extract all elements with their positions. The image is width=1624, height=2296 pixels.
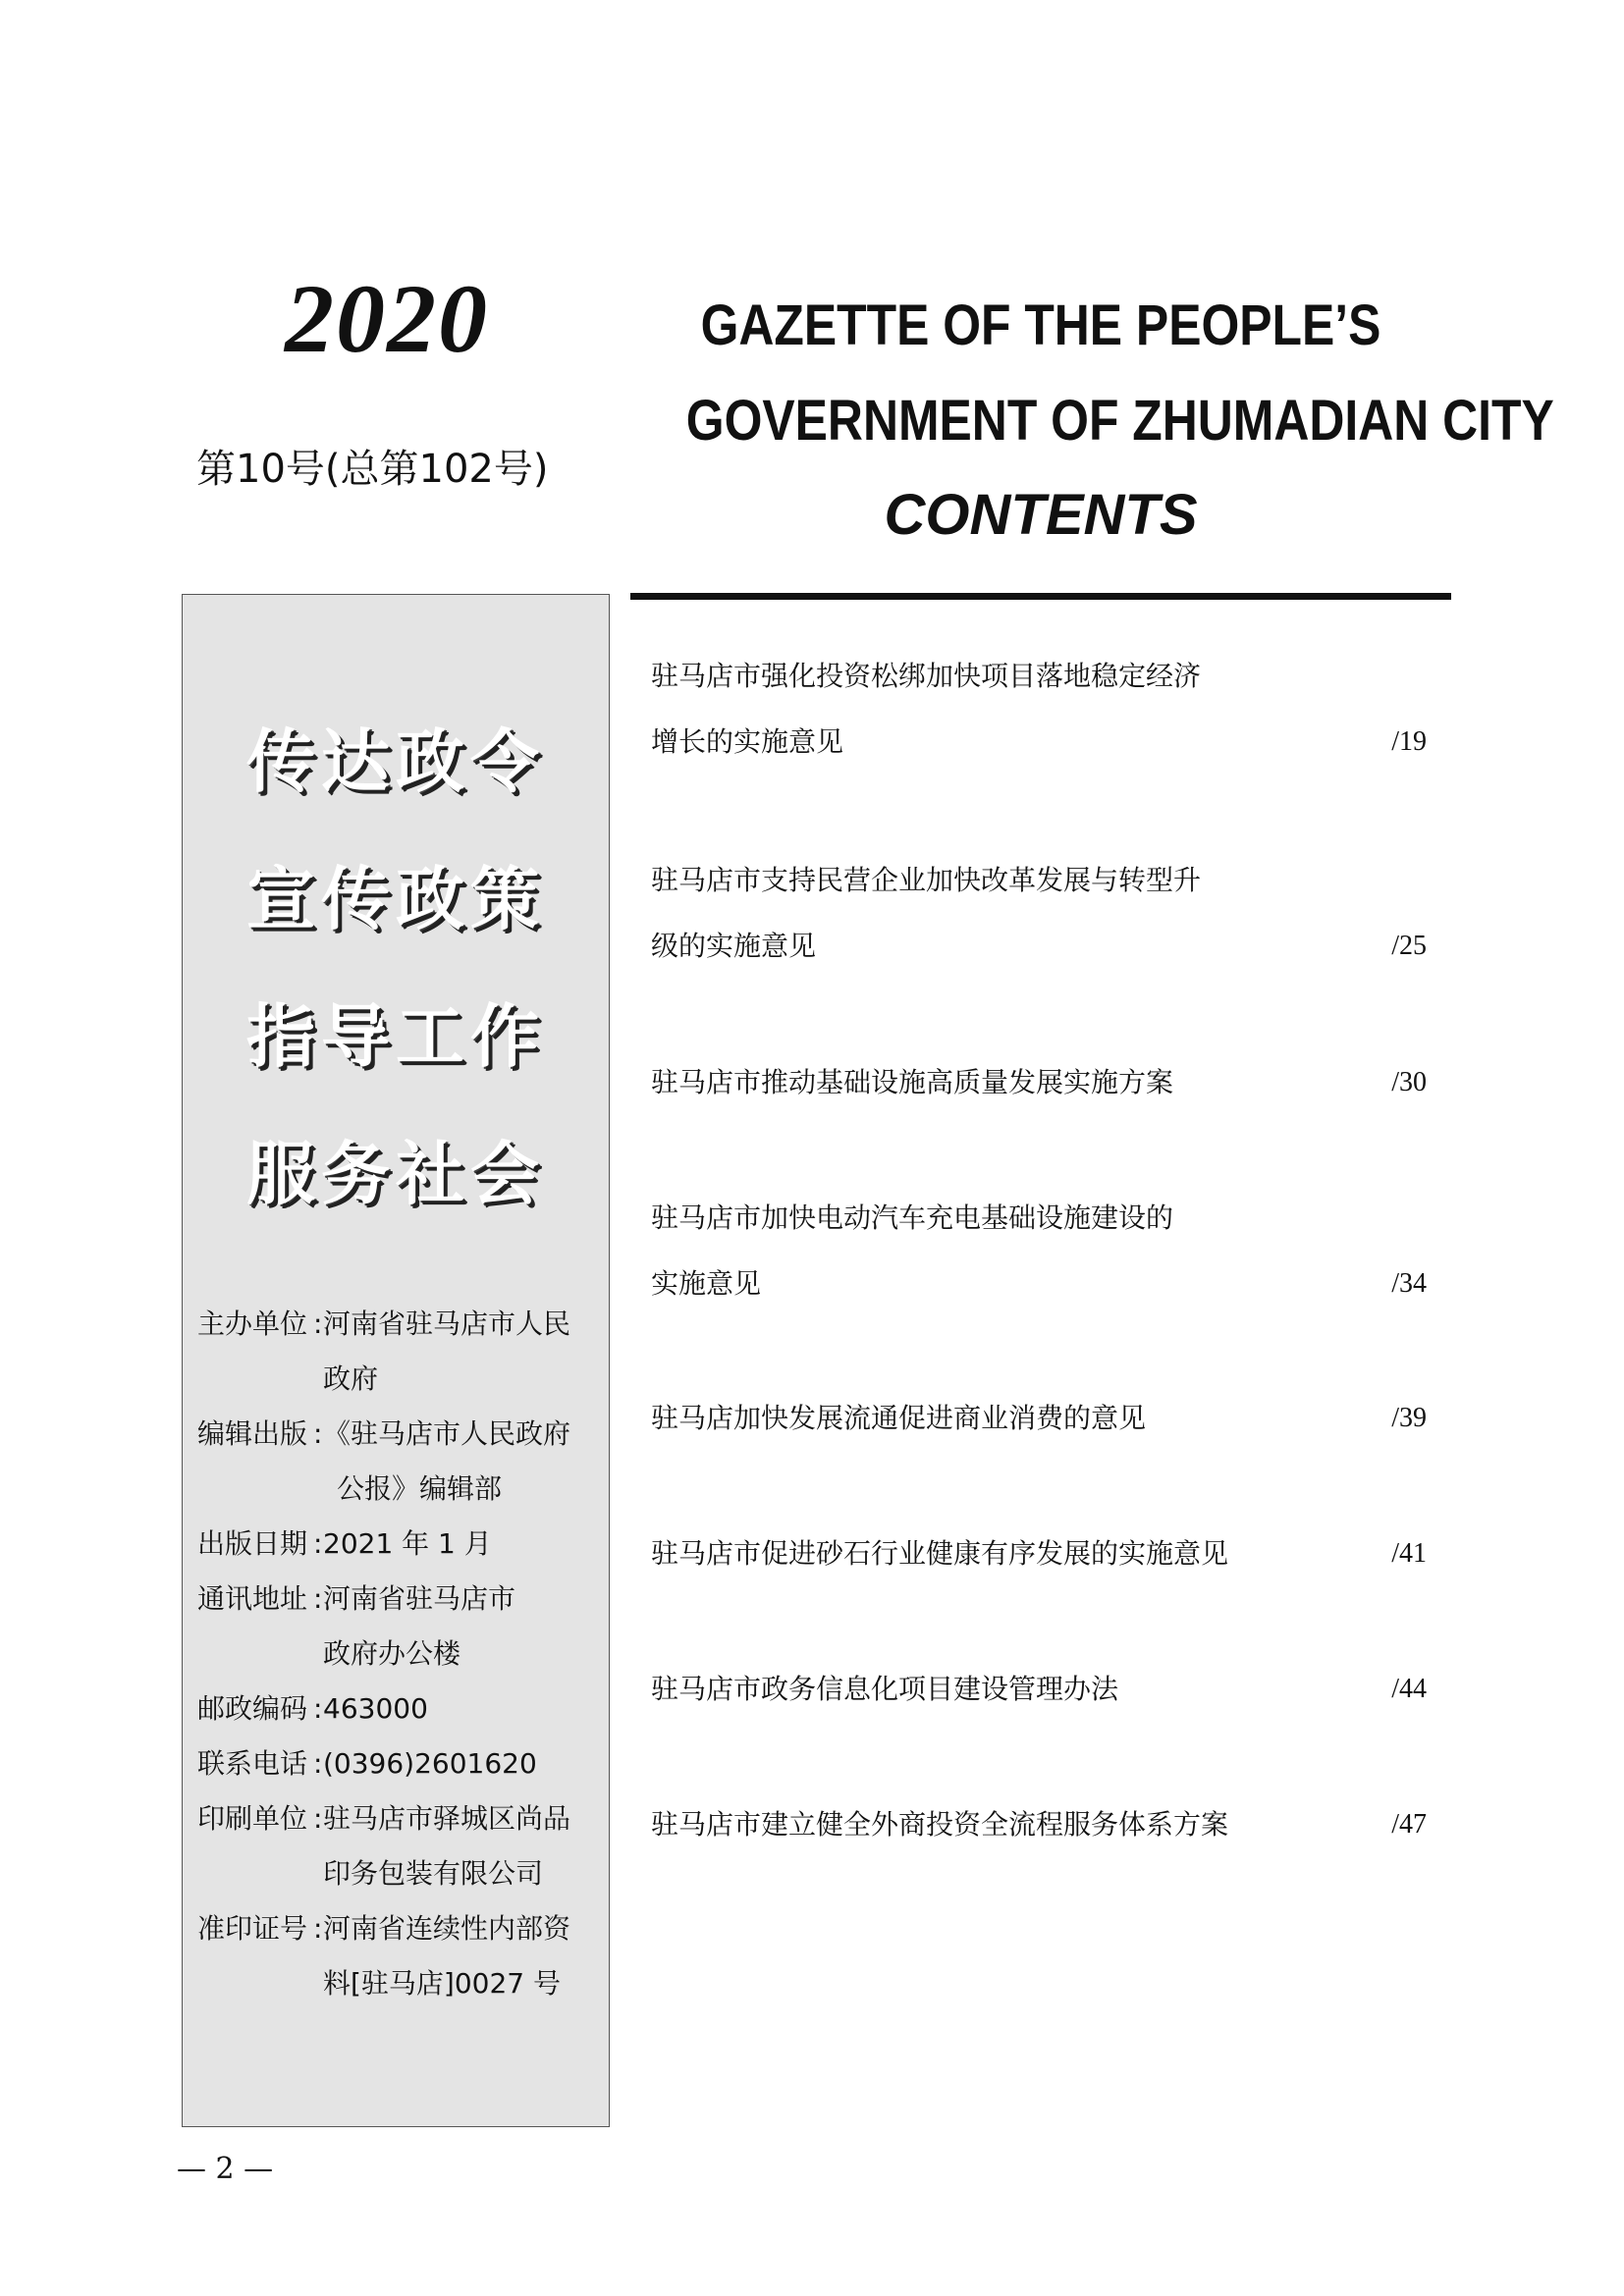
year: 2020 <box>285 264 489 373</box>
info-row-permit: 准印证号 : 河南省连续性内部资 料[驻马店]0027 号 <box>197 1901 600 2011</box>
info-value-line: (0396)2601620 <box>323 1747 537 1780</box>
info-sidebar <box>182 594 610 2127</box>
toc-entry-title-text: 驻马店市政务信息化项目建设管理办法 <box>651 1673 1119 1705</box>
info-value-line: 河南省驻马店市 <box>323 1582 516 1615</box>
toc-page-number: /34 <box>1391 1268 1427 1299</box>
info-row-editor: 编辑出版 : 《驻马店市人民政府 公报》编辑部 <box>197 1407 600 1517</box>
info-value-line: 公报》编辑部 <box>337 1472 503 1505</box>
publication-info <box>197 1297 600 2011</box>
info-label: 邮政编码 <box>197 1692 308 1725</box>
toc-entry-title-line: 驻马店市支持民营企业加快改革发展与转型升 <box>651 864 1202 896</box>
toc-entry[interactable] <box>651 1385 1427 1451</box>
issue-number: 第10号(总第102号) <box>196 447 549 492</box>
info-row-address: 通讯地址 : 河南省驻马店市 政府办公楼 <box>197 1572 600 1682</box>
info-value-line: 印务包装有限公司 <box>323 1857 544 1890</box>
slogan: 指导工作 <box>246 996 545 1077</box>
toc-entry-title-text: 实施意见 <box>651 1267 762 1300</box>
gazette-title-line-1: GAZETTE OF THE PEOPLE’S <box>700 294 1381 357</box>
info-value <box>323 1517 583 1572</box>
contents-heading: CONTENTS <box>884 483 1198 547</box>
info-value-line: 驻马店市驿城区尚品 <box>323 1802 571 1835</box>
info-value-line: 河南省连续性内部资 <box>323 1912 571 1945</box>
info-label: 联系电话 <box>197 1747 308 1780</box>
toc-page-number: /25 <box>1391 931 1427 961</box>
info-value-line: 463000 <box>323 1692 428 1725</box>
toc-page-number: /39 <box>1391 1403 1427 1433</box>
info-value-line: 料[驻马店]0027 号 <box>323 1967 562 2000</box>
info-value-line: 政府办公楼 <box>323 1637 461 1670</box>
toc-entry[interactable] <box>651 1791 1427 1857</box>
info-row-printer: 印刷单位 : 驻马店市驿城区尚品 印务包装有限公司 <box>197 1791 600 1901</box>
info-value-line: 河南省驻马店市人民 <box>323 1308 571 1340</box>
toc-page-number: /41 <box>1391 1538 1427 1569</box>
info-value <box>323 1682 583 1736</box>
slogan-list <box>183 693 609 1243</box>
toc-entry-title-text: 级的实施意见 <box>651 930 817 962</box>
page-number: — 2 — <box>177 2152 274 2186</box>
slogan: 宣传政策 <box>246 859 545 939</box>
slogan: 传达政令 <box>246 721 545 802</box>
toc-page-number: /30 <box>1391 1067 1427 1097</box>
toc-entry-title-line <box>651 913 1427 979</box>
toc-entry-title-line <box>651 1385 1427 1451</box>
info-value <box>323 1407 583 1517</box>
gazette-title <box>685 278 1554 468</box>
info-row-phone: 联系电话 : (0396)2601620 <box>197 1736 600 1791</box>
info-label: 编辑出版 <box>197 1417 308 1450</box>
toc-entry-title-text: 驻马店市建立健全外商投资全流程服务体系方案 <box>651 1808 1229 1841</box>
toc-entry-title-line <box>651 1656 1427 1722</box>
info-row-postcode: 邮政编码 : 463000 <box>197 1682 600 1736</box>
toc-entry-title-line <box>651 1049 1427 1115</box>
info-label: 主办单位 <box>197 1308 308 1340</box>
info-value <box>323 1791 583 1901</box>
info-label: 准印证号 <box>197 1912 308 1945</box>
info-value-line: 《驻马店市人民政府 <box>323 1417 571 1450</box>
info-label: 通讯地址 <box>197 1582 308 1615</box>
toc-entry-title-line <box>651 1251 1427 1316</box>
toc-entry[interactable] <box>651 1656 1427 1722</box>
toc-page-number: /47 <box>1391 1809 1427 1840</box>
slogan: 服务社会 <box>246 1134 545 1214</box>
info-value-line: 政府 <box>323 1362 379 1395</box>
toc-entry[interactable] <box>651 847 1427 979</box>
toc-entry[interactable] <box>651 643 1427 774</box>
info-label: 出版日期 <box>197 1527 308 1560</box>
info-label: 印刷单位 <box>197 1802 308 1835</box>
header-rule <box>630 593 1451 600</box>
info-row-date: 出版日期 : 2021 年 1 月 <box>197 1517 600 1572</box>
info-value <box>323 1736 583 1791</box>
toc-entry-title-text: 驻马店市促进砂石行业健康有序发展的实施意见 <box>651 1537 1229 1570</box>
toc-entry[interactable] <box>651 1521 1427 1586</box>
info-value <box>323 1572 583 1682</box>
toc-entry-title-line <box>651 1521 1427 1586</box>
info-value <box>323 1297 583 1407</box>
toc-entry-title-line <box>651 1791 1427 1857</box>
toc-page-number: /19 <box>1391 726 1427 757</box>
toc-entry-title-text: 驻马店加快发展流通促进商业消费的意见 <box>651 1402 1147 1434</box>
gazette-title-line-2: GOVERNMENT OF ZHUMADIAN CITY <box>685 389 1554 453</box>
info-value-line: 2021 年 1 月 <box>323 1527 492 1560</box>
toc-entry-title-text: 驻马店市推动基础设施高质量发展实施方案 <box>651 1066 1174 1098</box>
toc-entry-title-line: 驻马店市加快电动汽车充电基础设施建设的 <box>651 1201 1174 1234</box>
toc-entry[interactable] <box>651 1185 1427 1316</box>
toc-entry-title-text: 增长的实施意见 <box>651 725 844 758</box>
toc-entry-title-line <box>651 709 1427 774</box>
toc-entry[interactable] <box>651 1049 1427 1115</box>
info-row-sponsor: 主办单位 : 河南省驻马店市人民 政府 <box>197 1297 600 1407</box>
toc-page-number: /44 <box>1391 1674 1427 1704</box>
info-value <box>323 1901 583 2011</box>
toc-entry-title-line: 驻马店市强化投资松绑加快项目落地稳定经济 <box>651 660 1202 692</box>
